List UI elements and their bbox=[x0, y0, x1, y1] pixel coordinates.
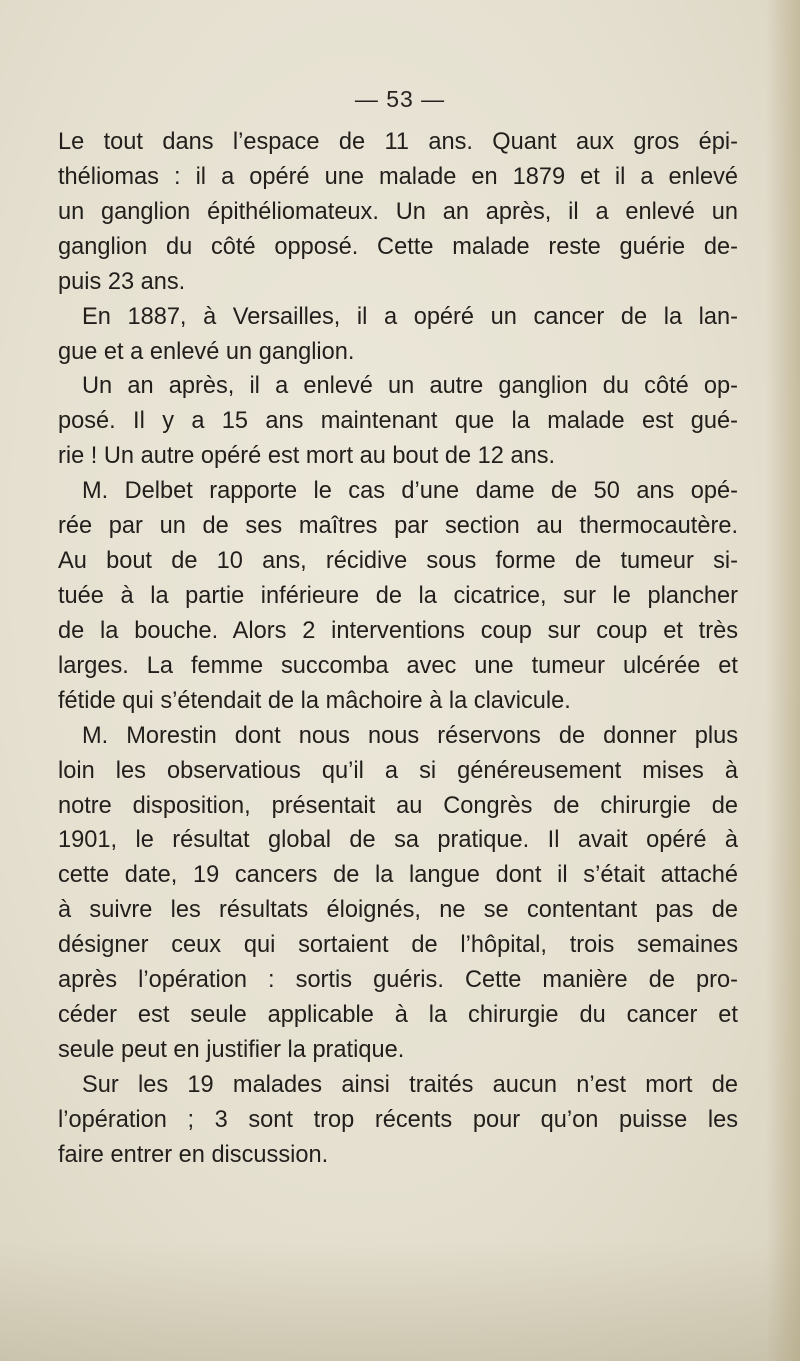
text-line: gue et a enlevé un ganglion. bbox=[58, 338, 355, 365]
text-line: théliomas : il a opéré une malade en 1879 et il a enlevé bbox=[58, 163, 738, 190]
text-line: Le tout dans l’espace de 11 ans. Quant aux gros épi- bbox=[58, 129, 738, 155]
text-line: à suivre les résultats éloignés, ne se contentant pas de bbox=[58, 897, 738, 924]
page-number: — 53 — bbox=[354, 86, 446, 112]
text-line: En 1887, à Versailles, il a opéré un cancer de la lan- bbox=[82, 303, 738, 330]
text-line: M. Delbet rapporte le cas d’une dame de 50 ans opé- bbox=[82, 478, 738, 505]
text-line: après l’opération : sortis guéris. Cette manière de pro- bbox=[58, 967, 738, 994]
text-line: l’opération ; 3 sont trop récents pour qu’on puisse les bbox=[58, 1106, 738, 1133]
page-bottom-shadow bbox=[0, 1241, 800, 1361]
text-line: ganglion du côté opposé. Cette malade reste guérie de- bbox=[58, 233, 738, 260]
text-line: faire entrer en discussion. bbox=[58, 1141, 329, 1168]
text-line: notre disposition, présentait au Congrès de chirurgie de bbox=[58, 792, 738, 819]
text-line: fétide qui s’étendait de la mâchoire à la clavicule. bbox=[58, 687, 571, 714]
text-line: désigner ceux qui sortaient de l’hôpital, trois semaines bbox=[58, 932, 738, 959]
text-line: M. Morestin dont nous nous réservons de donner plus bbox=[82, 722, 738, 749]
text-line: loin les observatious qu’il a si généreusement mises à bbox=[58, 757, 738, 784]
body-text bbox=[58, 125, 738, 1173]
text-line: Sur les 19 malades ainsi traités aucun n’est mort de bbox=[82, 1071, 738, 1098]
text-line: seule peut en justifier la pratique. bbox=[58, 1036, 405, 1063]
page-edge-shadow bbox=[766, 0, 800, 1361]
text-line: un ganglion épithéliomateux. Un an après, il a enlevé un bbox=[58, 198, 738, 225]
text-line: larges. La femme succomba avec une tumeur ulcérée et bbox=[58, 652, 738, 679]
text-line: puis 23 ans. bbox=[58, 268, 186, 295]
text-line: cette date, 19 cancers de la langue dont il s’était attaché bbox=[58, 862, 738, 889]
text-line: Un an après, il a enlevé un autre ganglion du côté op- bbox=[82, 373, 738, 400]
text-line: céder est seule applicable à la chirurgie du cancer et bbox=[58, 1002, 738, 1029]
text-line: Au bout de 10 ans, récidive sous forme de tumeur si- bbox=[58, 548, 738, 575]
text-line: rie ! Un autre opéré est mort au bout de 12 ans. bbox=[58, 443, 556, 470]
text-line: tuée à la partie inférieure de la cicatrice, sur le plancher bbox=[58, 582, 738, 609]
text-line: de la bouche. Alors 2 interventions coup sur coup et très bbox=[58, 617, 738, 644]
text-line: rée par un de ses maîtres par section au thermocautère. bbox=[58, 513, 738, 540]
text-line: 1901, le résultat global de sa pratique. Il avait opéré à bbox=[58, 827, 738, 854]
text-line: posé. Il y a 15 ans maintenant que la malade est gué- bbox=[58, 408, 738, 435]
